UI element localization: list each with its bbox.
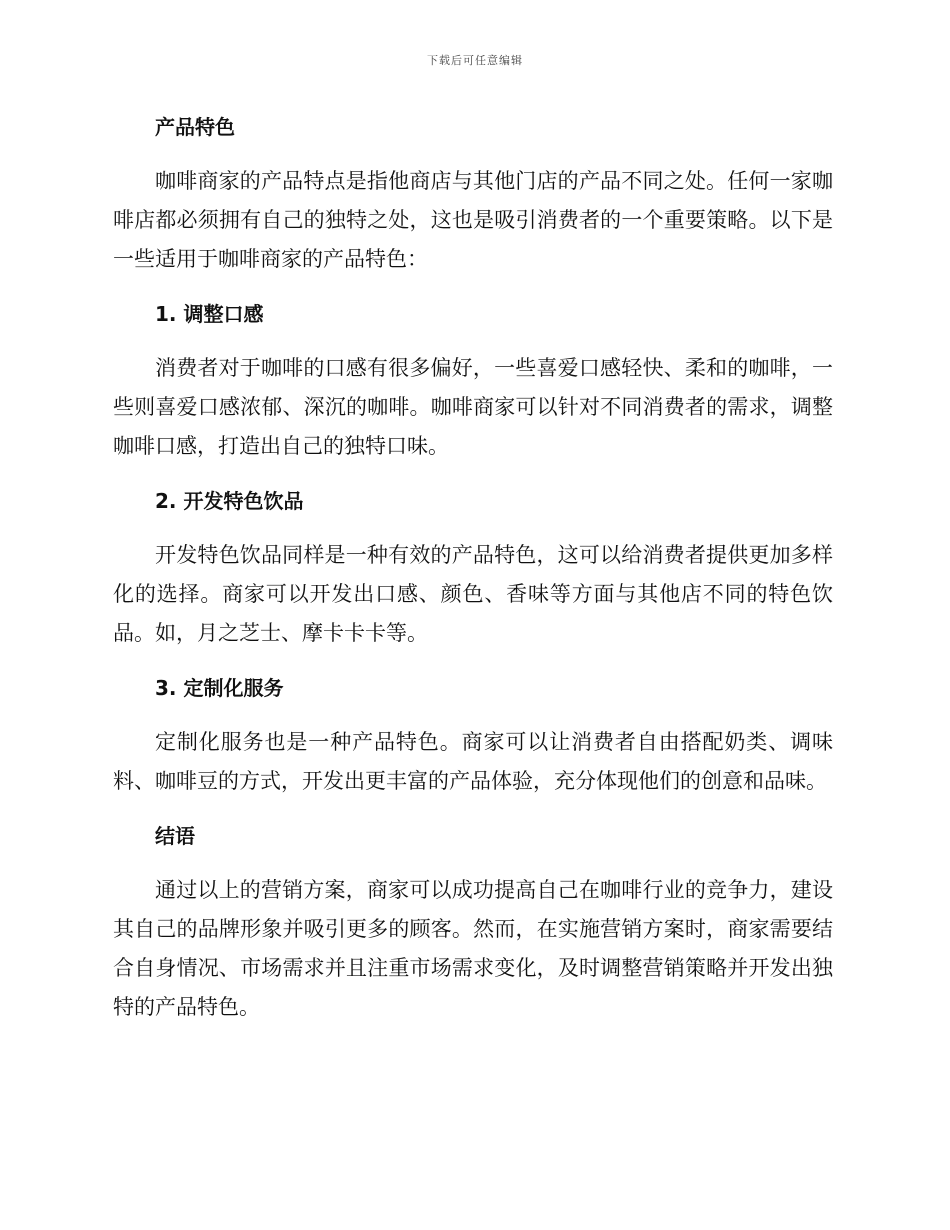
section-paragraph: 通过以上的营销方案，商家可以成功提高自己在咖啡行业的竞争力，建设其自己的品牌形象并吸引更多的顾客。然而，在实施营销方案时，商家需要结合自身情况、市场需求并且注重市场需求变化，及时调整营销策略并开发出独特的产品特色。 xyxy=(113,878,833,1019)
section-paragraph: 开发特色饮品同样是一种有效的产品特色，这可以给消费者提供更加多样化的选择。商家可以开发出口感、颜色、香味等方面与其他店不同的特色饮品。如，月之芝士、摩卡卡卡等。 xyxy=(113,543,833,645)
section-product-features xyxy=(113,108,833,279)
section-heading: 1. 调整口感 xyxy=(155,302,264,326)
section-heading: 2. 开发特色饮品 xyxy=(155,489,304,513)
section-heading: 3. 定制化服务 xyxy=(155,676,284,700)
section-paragraph: 消费者对于咖啡的口感有很多偏好，一些喜爱口感轻快、柔和的咖啡，一些则喜爱口感浓郁、深沉的咖啡。咖啡商家可以针对不同消费者的需求，调整咖啡口感，打造出自己的独特口味。 xyxy=(113,356,833,458)
section-heading: 结语 xyxy=(155,824,195,848)
section-signature-drinks xyxy=(113,482,833,653)
section-heading: 产品特色 xyxy=(155,115,235,139)
section-paragraph: 定制化服务也是一种产品特色。商家可以让消费者自由搭配奶类、调味料、咖啡豆的方式，开发出更丰富的产品体验，充分体现他们的创意和品味。 xyxy=(113,730,833,793)
page-header: 下载后可任意编辑 xyxy=(427,54,523,67)
section-adjust-taste xyxy=(113,295,833,466)
section-custom-service xyxy=(113,669,833,801)
section-conclusion xyxy=(113,817,833,1027)
section-paragraph: 咖啡商家的产品特点是指他商店与其他门店的产品不同之处。任何一家咖啡店都必须拥有自己的独特之处，这也是吸引消费者的一个重要策略。以下是一些适用于咖啡商家的产品特色： xyxy=(113,169,833,271)
document-body xyxy=(113,108,833,1043)
